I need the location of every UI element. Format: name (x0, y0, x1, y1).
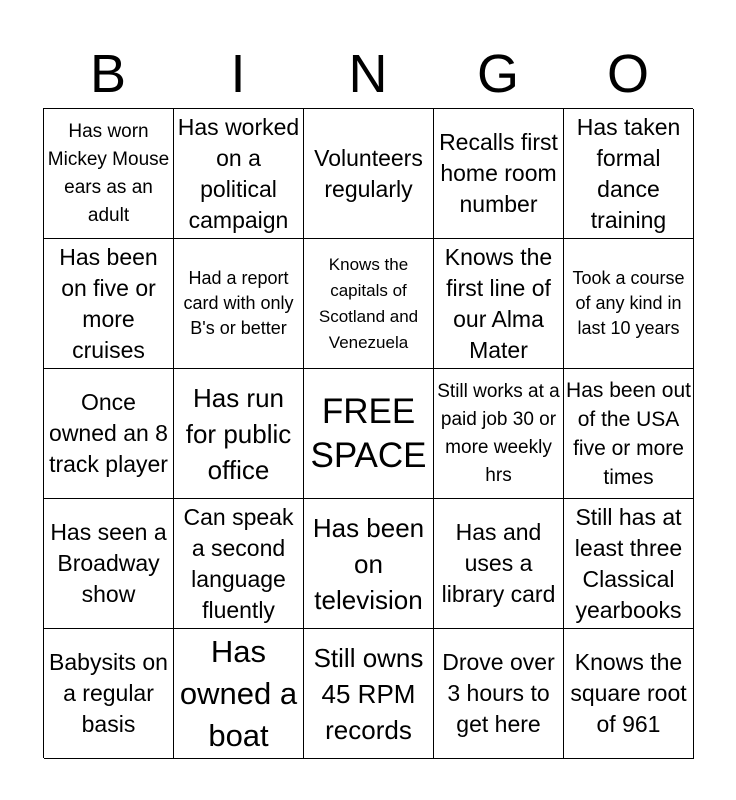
cell-text: Recalls first home room number (439, 129, 558, 217)
bingo-cell-r5-c3[interactable] (304, 629, 434, 759)
cell-text: Drove over 3 hours to get here (442, 649, 555, 737)
cell-text: Knows the square root of 961 (570, 649, 687, 737)
header-letter-g: G (476, 44, 519, 104)
bingo-cell-r1-c2[interactable] (174, 109, 304, 239)
cell-text: Knows the first line of our Alma Mater (444, 243, 553, 363)
cell-text: Took a course of any kind in last 10 years (572, 268, 685, 338)
bingo-cell-r2-c2[interactable] (174, 239, 304, 369)
bingo-board (43, 108, 693, 758)
cell-text: Still works at a paid job 30 or more weekly hrs (437, 380, 560, 486)
header-letter-n: N (348, 44, 388, 104)
bingo-cell-r4-c5[interactable] (564, 499, 694, 629)
bingo-cell-r5-c5[interactable] (564, 629, 694, 759)
cell-text: Has run for public office (185, 382, 292, 485)
free-space-text: FREE SPACE (310, 391, 427, 475)
bingo-cell-r3-c4[interactable] (434, 369, 564, 499)
cell-text: Has been on television (312, 512, 425, 615)
cell-text: Has been on five or more cruises (59, 243, 158, 363)
bingo-cell-r2-c3[interactable] (304, 239, 434, 369)
bingo-cell-r4-c2[interactable] (174, 499, 304, 629)
bingo-cell-r1-c3[interactable] (304, 109, 434, 239)
bingo-cell-r3-c5[interactable] (564, 369, 694, 499)
bingo-cell-r5-c1[interactable] (44, 629, 174, 759)
cell-text: Babysits on a regular basis (49, 649, 168, 737)
bingo-cell-r1-c4[interactable] (434, 109, 564, 239)
cell-text: Volunteers regularly (314, 144, 423, 202)
bingo-cell-r1-c1[interactable] (44, 109, 174, 239)
cell-text: Has owned a boat (179, 633, 298, 753)
bingo-cell-r2-c4[interactable] (434, 239, 564, 369)
bingo-cell-r3-c2[interactable] (174, 369, 304, 499)
bingo-header (43, 40, 693, 108)
cell-text: Knows the capitals of Scotland and Venezuela (318, 254, 419, 352)
bingo-cell-r1-c5[interactable] (564, 109, 694, 239)
bingo-cell-r4-c4[interactable] (434, 499, 564, 629)
cell-text: Has taken formal dance training (576, 113, 681, 233)
bingo-cell-r2-c1[interactable] (44, 239, 174, 369)
header-letter-o: O (606, 44, 649, 104)
free-space-cell[interactable] (304, 369, 434, 499)
bingo-cell-r2-c5[interactable] (564, 239, 694, 369)
cell-text: Can speak a second language fluently (183, 503, 294, 623)
bingo-cell-r4-c3[interactable] (304, 499, 434, 629)
bingo-cell-r5-c4[interactable] (434, 629, 564, 759)
bingo-cell-r5-c2[interactable] (174, 629, 304, 759)
cell-text: Has worn Mickey Mouse ears as an adult (47, 120, 170, 226)
header-letter-b: B (89, 44, 127, 104)
bingo-cell-r4-c1[interactable] (44, 499, 174, 629)
cell-text: Had a report card with only B's or better (183, 268, 294, 338)
cell-text: Still has at least three Classical yearbooks (574, 503, 683, 623)
cell-text: Has and uses a library card (441, 519, 556, 607)
bingo-cell-r3-c1[interactable] (44, 369, 174, 499)
header-letter-i: I (230, 44, 246, 104)
cell-text: Has seen a Broadway show (50, 519, 167, 607)
cell-text: Has been out of the USA five or more times (566, 378, 691, 489)
cell-text: Still owns 45 RPM records (313, 642, 424, 745)
cell-text: Once owned an 8 track player (49, 389, 168, 477)
cell-text: Has worked on a political campaign (177, 113, 300, 233)
